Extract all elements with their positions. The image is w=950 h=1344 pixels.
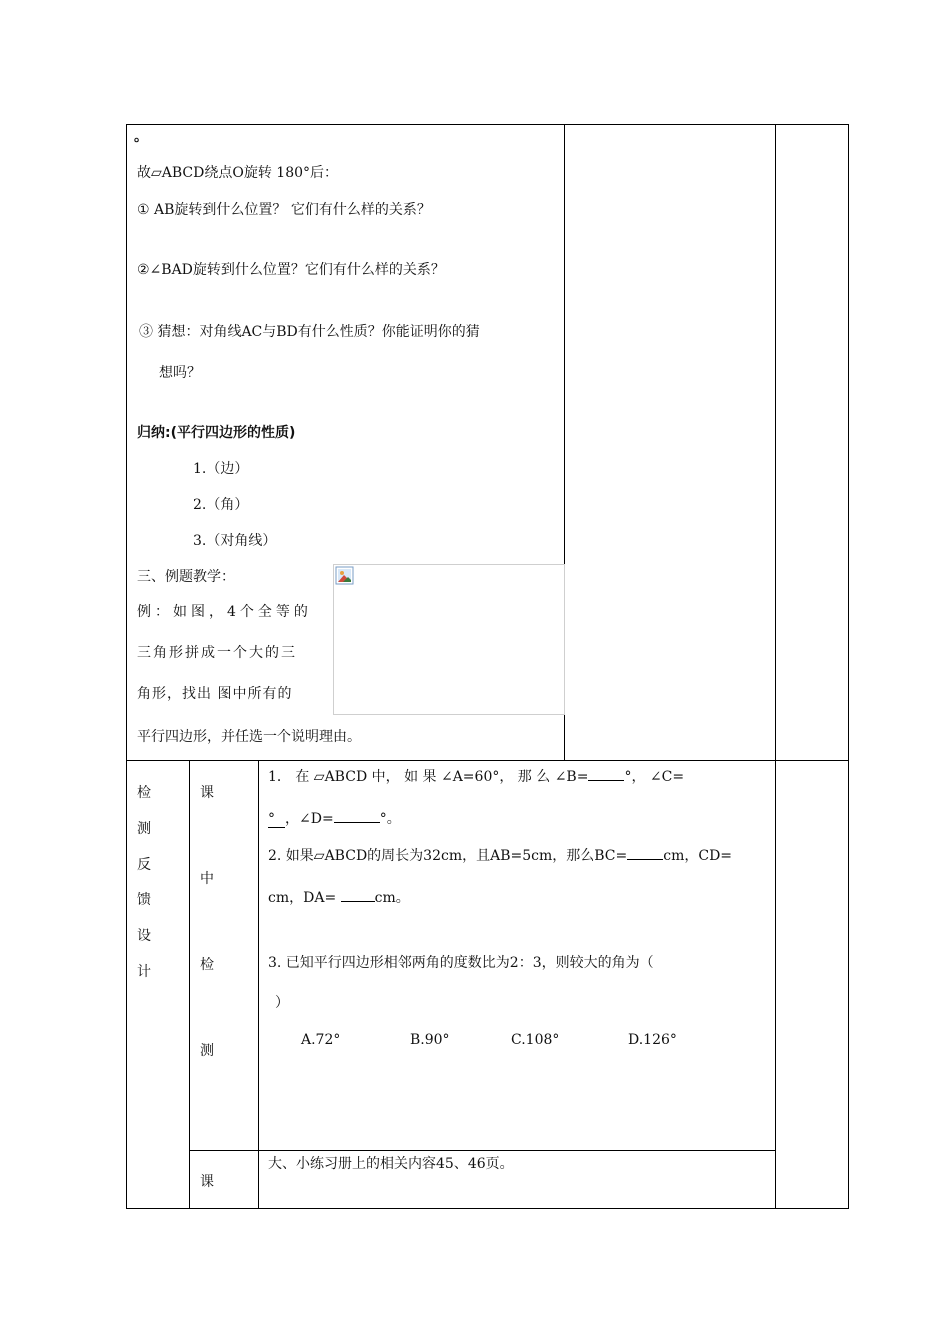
problem-2-line-1 [268,846,732,863]
problem-1-text: °， ∠C= [624,769,685,785]
table-divider-row [126,760,849,761]
question-2: ②∠BAD旋转到什么位置？它们有什么样的关系？ [137,262,445,278]
side-label-char: 测 [137,821,151,837]
sub-label-char: 课 [200,1174,214,1190]
problem-2-text: cm，CD= [663,848,733,864]
answer-blank-b[interactable] [588,767,624,781]
broken-image-icon [334,565,356,587]
summary-heading: 归纳:(平行四边形的性质) [137,425,296,441]
sub-label-char: 中 [200,871,214,887]
question-3a: ③ 猜想：对角线AC与BD有什么性质？你能证明你的猜 [139,324,480,340]
problem-2-line-2 [268,888,410,905]
table-border-top [126,124,849,125]
problem-1-text: 1． 在 ▱ABCD 中， 如 果 ∠A=60°， 那 么 ∠B= [268,769,589,785]
answer-blank-da[interactable] [341,888,375,902]
example-line-4: 平行四边形，并任选一个说明理由。 [137,729,361,745]
table-divider-col2 [775,124,776,1209]
problem-1-line-2 [268,809,401,826]
table-divider-sublabel [258,760,259,1209]
problem-1-text: ° [268,811,285,828]
sub-label-char: 课 [200,785,214,801]
property-item-3: 3.（对角线） [193,533,277,549]
option-b: B.90° [410,1032,450,1048]
table-border-left [126,124,127,1209]
problem-3-line-2: ） [275,995,289,1011]
side-label-char: 计 [137,964,151,980]
dot-text: 。 [134,129,148,145]
property-item-1: 1.（边） [193,461,249,477]
side-label-char: 检 [137,785,151,801]
problem-1-line-1 [268,767,684,784]
problem-1-text: ，∠D= [285,811,334,827]
example-line-2: 三角形拼成一个大的三 [137,645,297,661]
side-label-char: 设 [137,928,151,944]
problem-2-text: cm，DA= [268,890,341,906]
question-1: ① AB旋转到什么位置？ 它们有什么样的关系？ [137,202,431,218]
option-c: C.108° [511,1032,560,1048]
answer-blank-bc[interactable] [627,846,663,860]
example-line-1: 例：如图，4个全等的 [137,604,312,620]
table-border-right [848,124,849,1209]
sub-label-char: 测 [200,1043,214,1059]
side-label-char: 反 [137,857,151,873]
example-figure [333,564,565,715]
question-3b: 想吗？ [159,365,201,381]
example-heading: 三、例题教学： [137,569,235,585]
option-d: D.126° [628,1032,677,1048]
homework-text: 大、小练习册上的相关内容45、46页。 [268,1156,514,1172]
example-line-3: 角形，找出 图中所有的 [137,686,293,702]
property-item-2: 2.（角） [193,497,249,513]
problem-2-text: 2. 如果▱ABCD的周长为32cm，且AB=5cm，那么BC= [268,848,628,864]
table-border-bottom [126,1208,849,1209]
answer-blank-d[interactable] [334,809,380,823]
problem-1-text: °。 [379,811,401,827]
side-label-char: 馈 [137,892,151,908]
sub-label-char: 检 [200,957,214,973]
table-divider-label [189,760,190,1209]
rotation-statement: 故▱ABCD绕点O旋转 180°后： [137,165,339,181]
option-a: A.72° [301,1032,341,1048]
table-divider-subrow [189,1150,776,1151]
problem-2-text: cm。 [374,890,410,906]
problem-3-line-1: 3. 已知平行四边形相邻两角的度数比为2：3，则较大的角为（ [268,955,654,971]
